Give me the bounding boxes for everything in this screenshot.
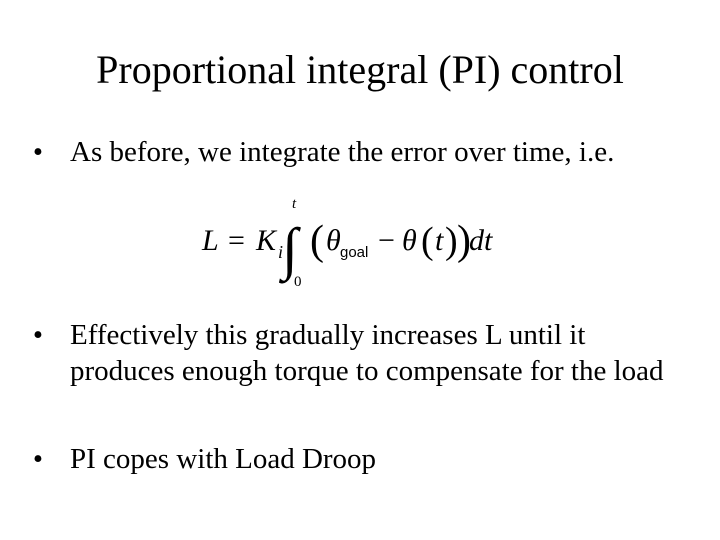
equation-graphic bbox=[200, 190, 510, 290]
equation-gain: K bbox=[256, 224, 277, 257]
bullet-marker: • bbox=[32, 443, 44, 475]
bullet-text: PI copes with Load Droop bbox=[70, 443, 377, 475]
theta-symbol: θ bbox=[402, 224, 417, 257]
argument-close-paren: ) bbox=[445, 220, 458, 262]
integral-sign: ∫ bbox=[282, 216, 298, 281]
bullet-item-1 bbox=[32, 134, 690, 170]
bullet-marker: • bbox=[32, 136, 44, 168]
equation-close-paren: ) bbox=[457, 218, 471, 264]
equation-minus: − bbox=[378, 224, 395, 257]
bullet-item-3 bbox=[32, 441, 690, 477]
theta-goal-subscript: goal bbox=[340, 244, 369, 261]
slide-title: Proportional integral (PI) control bbox=[96, 47, 624, 92]
equation-open-paren: ( bbox=[310, 218, 324, 264]
theta-goal-symbol: θ bbox=[326, 224, 341, 257]
bullet-text: As before, we integrate the error over time, i.e. bbox=[70, 136, 615, 168]
equation-lhs: L bbox=[202, 224, 219, 257]
integral-upper-limit: t bbox=[292, 196, 297, 212]
argument-t: t bbox=[435, 224, 444, 257]
bullet-item-2 bbox=[32, 317, 690, 389]
pi-control-equation bbox=[200, 190, 510, 290]
bullet-text: Effectively this gradually increases L until it produces enough torque to compensate for the load bbox=[70, 319, 664, 387]
bullet-marker: • bbox=[32, 319, 44, 351]
equation-gain-subscript: i bbox=[278, 242, 284, 262]
equation-differential: dt bbox=[469, 224, 493, 257]
argument-open-paren: ( bbox=[421, 220, 434, 262]
integral-lower-limit: 0 bbox=[294, 274, 302, 290]
equation-equals: = bbox=[228, 224, 245, 257]
